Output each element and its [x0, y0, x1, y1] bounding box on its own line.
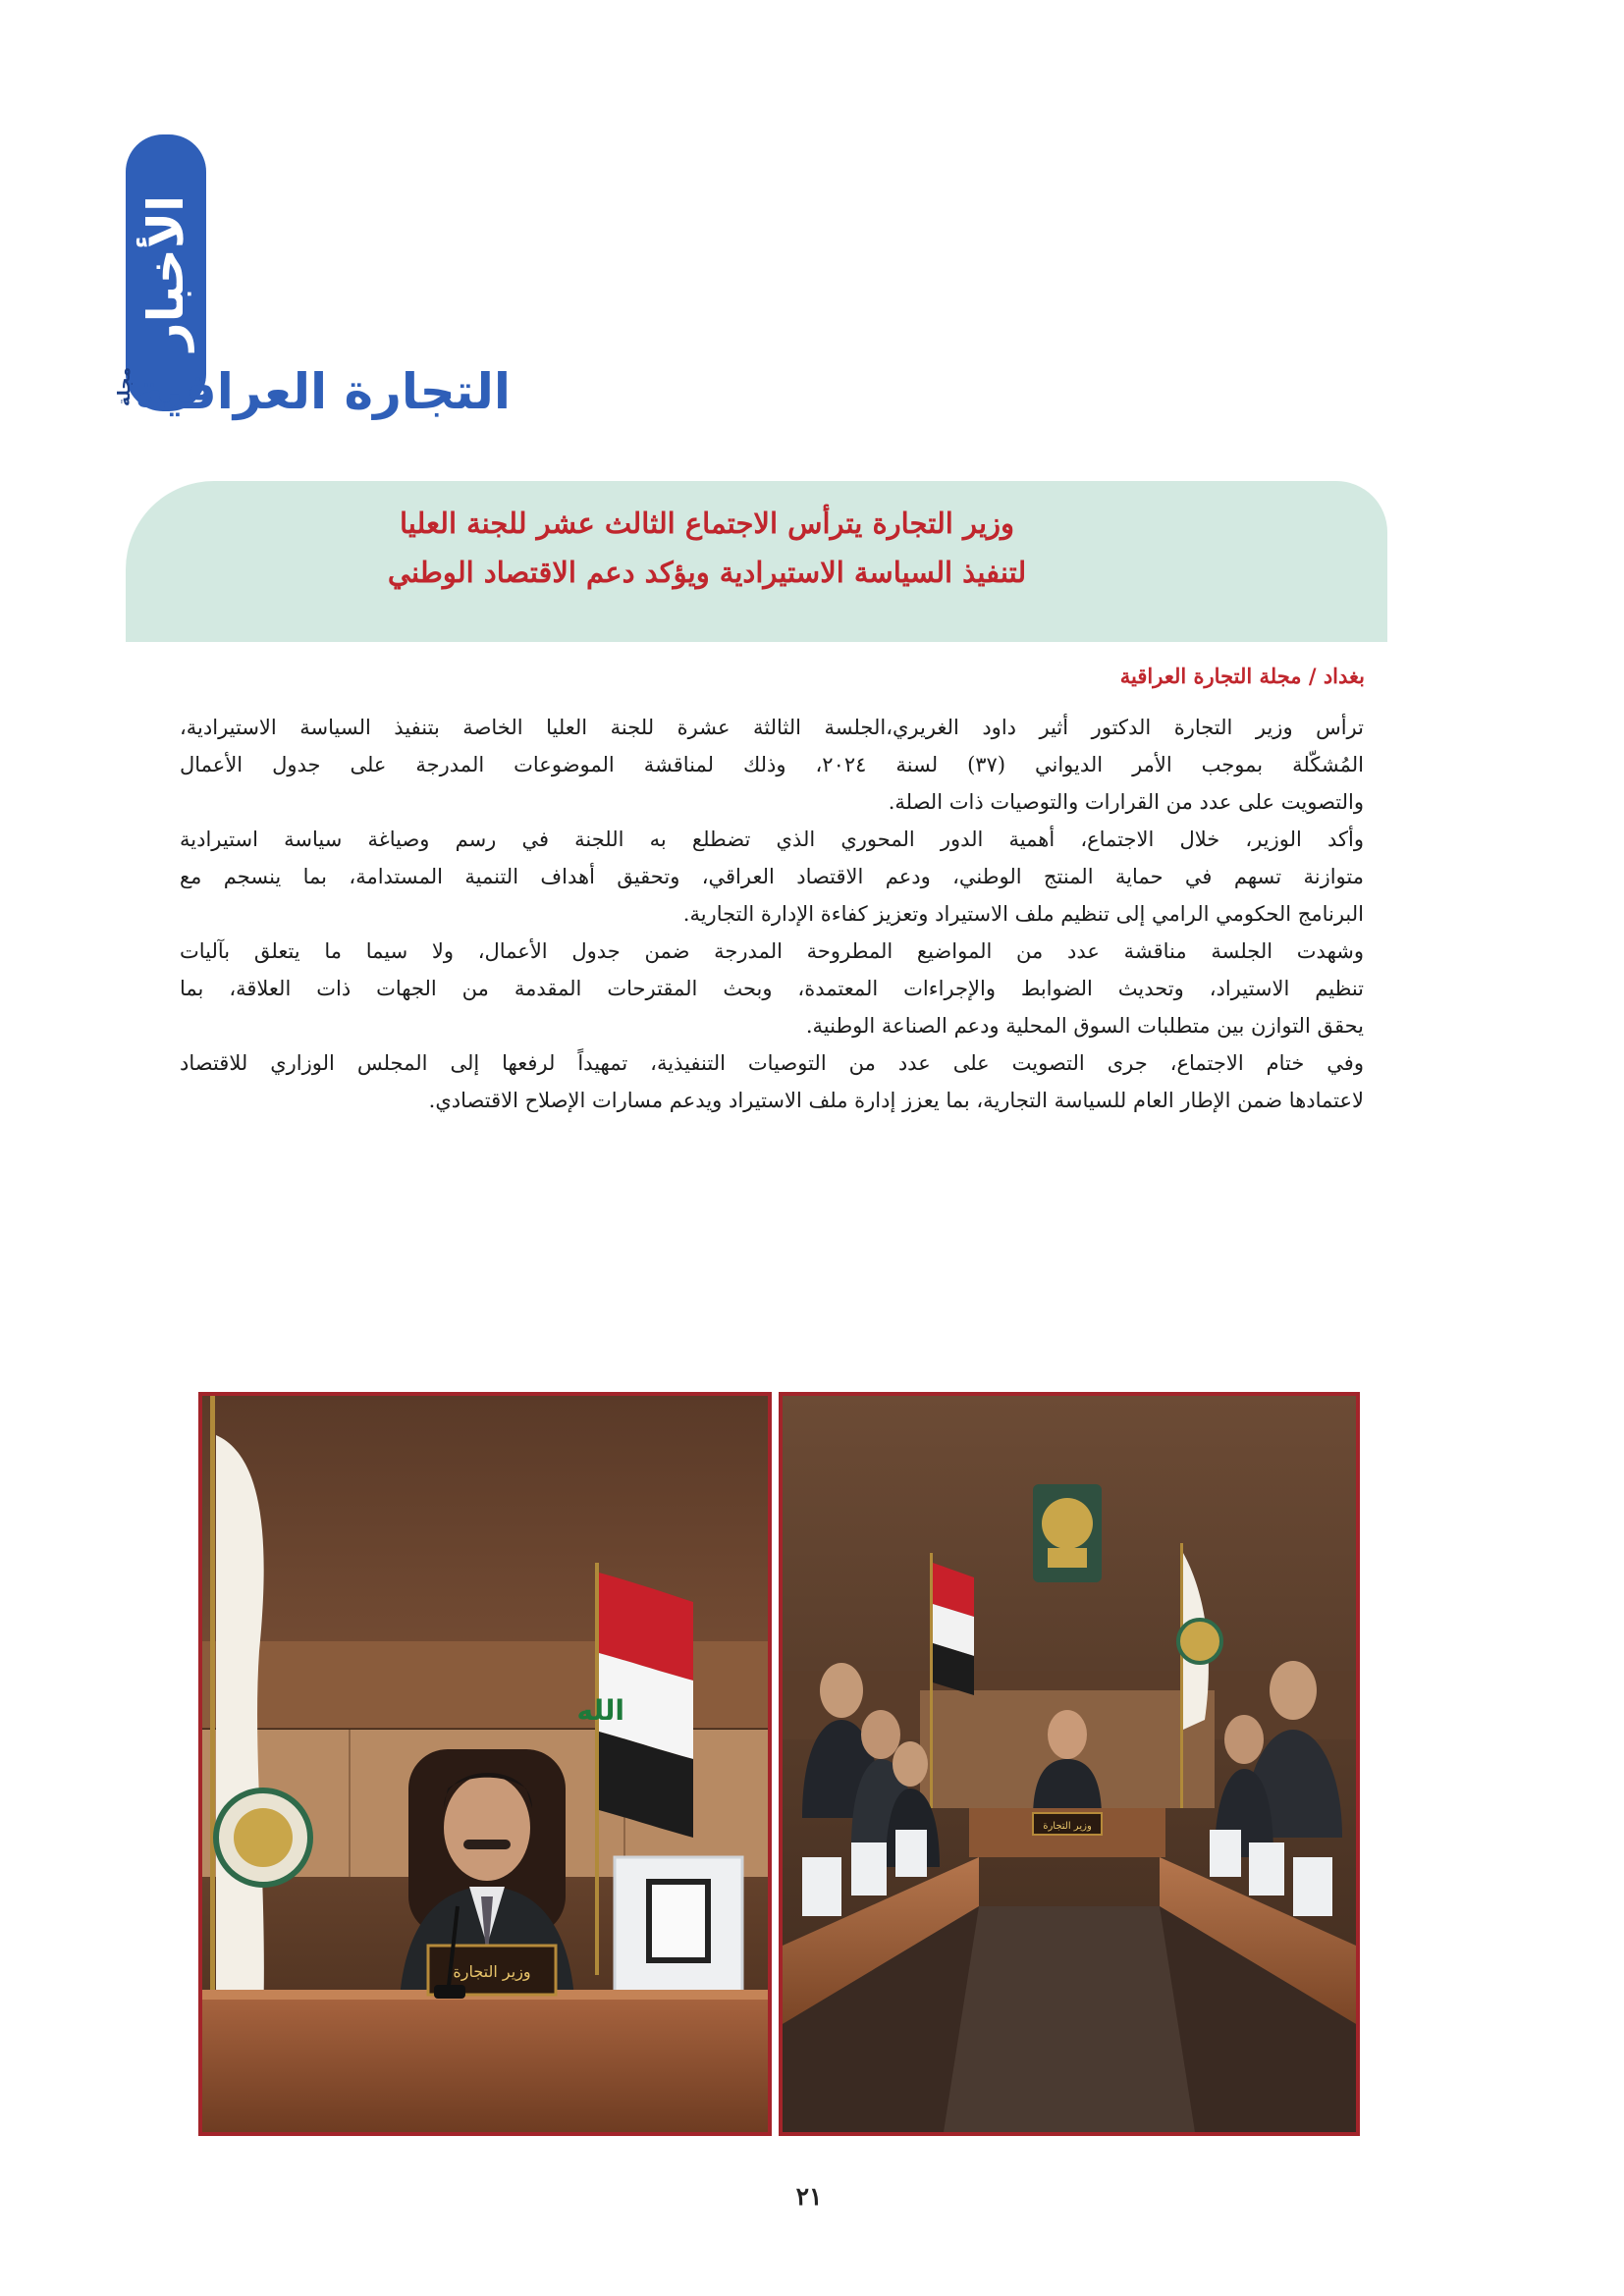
magazine-prefix: مجلة [115, 366, 135, 406]
paragraph-line: وشهدت الجلسة مناقشة عدد من المواضيع المطروحة المدرجة ضمن جدول الأعمال، ولا سيما ما يتعلق بآليات [180, 939, 1364, 963]
paragraph-line: المُشكّلة بموجب الأمر الديواني (٣٧) لسنة ٢٠٢٤، وذلك لمناقشة الموضوعات المدرجة على جدول الأعمال [180, 753, 1364, 776]
paragraph-line: لاعتمادها ضمن الإطار العام للسياسة التجارية، بما يعزز إدارة ملف الاستيراد ويدعم مسارات الإصلاح الاقتصادي. [428, 1089, 1364, 1112]
paragraph-line: متوازنة تسهم في حماية المنتج الوطني، ودعم الاقتصاد العراقي، وتحقيق أهداف التنمية المستدامة، بما ينسجم مع [180, 865, 1364, 888]
article-headline [295, 499, 1119, 597]
paragraph-line: وفي ختام الاجتماع، جرى التصويت على عدد من التوصيات التنفيذية، تمهيداً لرفعها إلى المجلس الوزاري للاقتصاد [180, 1051, 1364, 1075]
section-title: الأخبار [137, 194, 194, 351]
paragraph-3 [180, 933, 1364, 1044]
paragraph-line: ترأس وزير التجارة الدكتور أثير داود الغريري،الجلسة الثالثة عشرة للجنة العليا الخاصة بتنفيذ السياسة الاستيرادية، [180, 716, 1364, 739]
paragraph-line: البرنامج الحكومي الرامي إلى تنظيم ملف الاستيراد وتعزيز كفاءة الإدارة التجارية. [682, 902, 1364, 926]
paragraph-2 [180, 821, 1364, 933]
headline-line-1: وزير التجارة يترأس الاجتماع الثالث عشر للجنة العليا [399, 507, 1015, 540]
minister-closeup-illustration [202, 1396, 768, 2132]
paragraph-line: يحقق التوازن بين متطلبات السوق المحلية ودعم الصناعة الوطنية. [805, 1014, 1364, 1038]
page-number: ٢١ [795, 2182, 823, 2211]
svg-text:الله: الله [576, 1694, 624, 1727]
photo-meeting-room [779, 1392, 1360, 2136]
photo-minister-closeup [198, 1392, 772, 2136]
headline-line-2: لتنفيذ السياسة الاستيرادية ويؤكد دعم الاقتصاد الوطني [387, 556, 1027, 589]
nameplate-text: وزير التجارة [453, 1962, 531, 1981]
paragraph-line: وأكد الوزير، خلال الاجتماع، أهمية الدور المحوري الذي تضطلع به اللجنة في رسم وصياغة سياسة استيرادية [180, 828, 1364, 851]
nameplate-text: وزير التجارة [1043, 1821, 1092, 1832]
article-body [180, 709, 1364, 1119]
magazine-logo [115, 346, 511, 420]
paragraph-4 [180, 1044, 1364, 1119]
paragraph-line: تنظيم الاستيراد، وتحديث الضوابط والإجراءات المعتمدة، وبحث المقترحات المقدمة من الجهات ذات العلاقة، بما [180, 977, 1364, 1000]
dateline: بغداد / مجلة التجارة العراقية [1119, 664, 1365, 688]
magazine-name: التجارة العراقية [135, 363, 511, 420]
paragraph-1 [180, 709, 1364, 821]
meeting-room-illustration [783, 1396, 1356, 2132]
paragraph-line: والتصويت على عدد من القرارات والتوصيات ذات الصلة. [888, 790, 1364, 814]
